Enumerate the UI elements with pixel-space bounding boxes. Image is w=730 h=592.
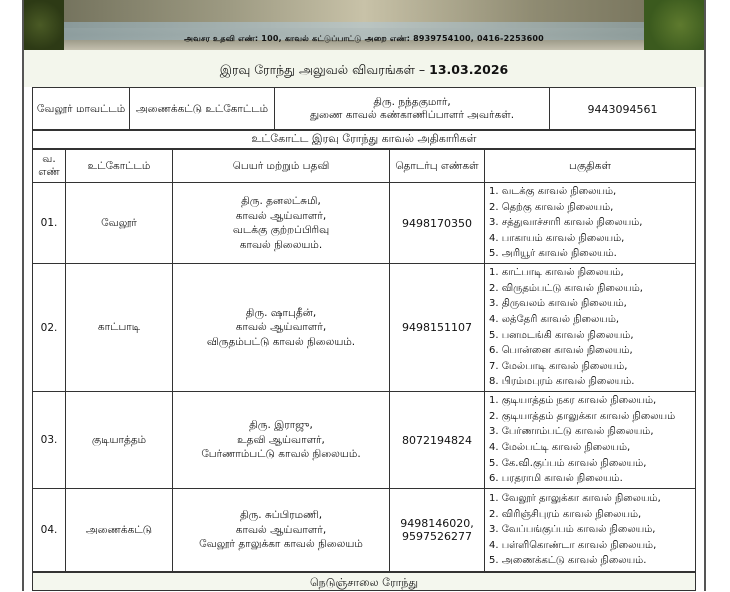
section-heading: உட்கோட்ட இரவு ரோந்து காவல் அதிகாரிகள்: [32, 129, 696, 149]
area-item: 5. அரியூர் காவல் நிலையம்.: [489, 248, 617, 260]
table-row: [33, 264, 696, 392]
name-line: வடக்கு குற்றப்பிரிவு: [232, 224, 330, 236]
col-areas: பகுதிகள்: [485, 150, 696, 183]
title-label: இரவு ரோந்து அலுவல் விவரங்கள் –: [219, 62, 426, 77]
district-cell: வேலூர் மாவட்டம்: [33, 88, 130, 131]
table-row: [33, 183, 696, 264]
row-name-rank: [173, 183, 390, 264]
row-areas: [485, 183, 696, 264]
area-item: 5. அணைக்கட்டு காவல் நிலையம்.: [489, 555, 647, 567]
area-item: 1. குடியாத்தம் நகர காவல் நிலையம்,: [489, 395, 657, 407]
row-areas: [485, 489, 696, 572]
name-line: விருதம்பட்டு காவல் நிலையம்.: [206, 335, 356, 348]
emergency-numbers-caption: அவசர உதவி எண்: 100, காவல் கட்டுப்பாட்டு அறை எண்: 8939754100, 0416-2253600: [184, 34, 544, 43]
area-item: 7. மேல்பாடி காவல் நிலையம்,: [489, 360, 628, 372]
phone-line: 9498146020,: [400, 517, 474, 530]
officer-cell: [275, 88, 550, 131]
row-name-rank: [173, 489, 390, 572]
col-contact: தொடர்பு எண்கள்: [390, 150, 485, 183]
highway-patrol-heading: நெடுஞ்சாலை ரோந்து: [32, 572, 696, 591]
name-line: திரு. இராஜு,: [249, 419, 313, 432]
area-item: 3. சத்துவாச்சாரி காவல் நிலையம்,: [489, 217, 643, 229]
row-name-rank: [173, 392, 390, 489]
area-item: 6. பரதராமி காவல் நிலையம்.: [489, 473, 623, 485]
area-item: 3. வேப்பங்குப்பம் காவல் நிலையம்,: [489, 524, 656, 536]
name-line: திரு. சுப்பிரமணி,: [239, 509, 323, 522]
row-subdivision: குடியாத்தம்: [66, 392, 173, 489]
area-item: 2. குடியாத்தம் தாலுக்கா காவல் நிலையம்: [489, 410, 676, 422]
row-areas: [485, 392, 696, 489]
officer-phone: 9443094561: [550, 88, 696, 131]
area-item: 4. பள்ளிகொண்டா காவல் நிலையம்,: [489, 539, 657, 551]
area-item: 8. பிரம்மபுரம் காவல் நிலையம்.: [489, 376, 635, 388]
officer-name: திரு. நந்தகுமார்,: [373, 96, 451, 108]
table-header-row: [33, 150, 696, 183]
name-line: காவல் ஆய்வாளர்,: [235, 321, 327, 334]
row-serial: 01.: [33, 183, 66, 264]
area-item: 5. கே.வி.குப்பம் காவல் நிலையம்,: [489, 457, 647, 469]
row-serial: 02.: [33, 264, 66, 392]
row-subdivision: காட்பாடி: [66, 264, 173, 392]
row-subdivision: வேலூர்: [66, 183, 173, 264]
name-line: காவல் ஆய்வாளர்,: [235, 523, 327, 536]
phone-line: 9597526277: [402, 530, 472, 543]
row-serial: 03.: [33, 392, 66, 489]
page-title: [24, 62, 704, 79]
officer-header-table: [32, 87, 696, 131]
row-phone: [390, 489, 485, 572]
name-line: திரு. ஷாபுதீன்,: [245, 306, 317, 319]
area-item: 4. லத்தேரி காவல் நிலையம்,: [489, 313, 620, 325]
area-item: 1. வேலூர் தாலுக்கா காவல் நிலையம்,: [489, 493, 661, 505]
col-subdivision: உட்கோட்டம்: [66, 150, 173, 183]
area-item: 1. காட்பாடி காவல் நிலையம்,: [489, 267, 624, 279]
area-item: 2. தெற்கு காவல் நிலையம்,: [489, 201, 614, 213]
area-item: 4. மேல்பட்டி காவல் நிலையம்,: [489, 442, 631, 453]
name-line: காவல் நிலையம்.: [239, 238, 323, 251]
area-item: 3. பேர்ணாம்பட்டு காவல் நிலையம்,: [489, 426, 654, 438]
name-line: வேலூர் தாலுக்கா காவல் நிலையம்: [199, 538, 363, 551]
area-item: 5. பனமடங்கி காவல் நிலையம்,: [489, 329, 634, 341]
patrol-officers-table: [32, 149, 696, 572]
area-item: 4. பாகாயம் காவல் நிலையம்,: [489, 232, 625, 244]
row-serial: 04.: [33, 489, 66, 572]
officer-header-row: [33, 88, 696, 131]
row-subdivision: அணைக்கட்டு: [66, 489, 173, 572]
area-item: 2. விரிஞ்சிபுரம் காவல் நிலையம்,: [489, 508, 642, 520]
title-date: 13.03.2026: [429, 62, 509, 77]
col-serial: வ. எண்: [33, 150, 66, 183]
row-areas: [485, 264, 696, 392]
name-line: திரு. தனலட்சுமி,: [241, 195, 321, 207]
officer-title: துணை காவல் கண்காணிப்பாளர் அவர்கள்.: [309, 109, 515, 121]
row-phone: 9498151107: [390, 264, 485, 392]
name-line: காவல் ஆய்வாளர்,: [235, 209, 327, 222]
document-page: [22, 0, 706, 591]
row-name-rank: [173, 264, 390, 392]
row-phone: 8072194824: [390, 392, 485, 489]
table-row: [33, 489, 696, 572]
area-item: 6. பொன்னை காவல் நிலையம்,: [489, 345, 633, 357]
row-phone: 9498170350: [390, 183, 485, 264]
table-row: [33, 392, 696, 489]
area-item: 2. விருதம்பட்டு காவல் நிலையம்,: [489, 282, 643, 294]
area-item: 1. வடக்கு காவல் நிலையம்,: [489, 186, 617, 198]
subdivision-cell: அணைக்கட்டு உட்கோட்டம்: [130, 88, 275, 131]
col-name-rank: பெயர் மற்றும் பதவி: [173, 150, 390, 183]
header-banner-image: [24, 0, 704, 50]
name-line: பேர்ணாம்பட்டு காவல் நிலையம்.: [201, 448, 361, 461]
area-item: 3. திருவலம் காவல் நிலையம்,: [489, 298, 627, 310]
name-line: உதவி ஆய்வாளர்,: [237, 433, 325, 446]
